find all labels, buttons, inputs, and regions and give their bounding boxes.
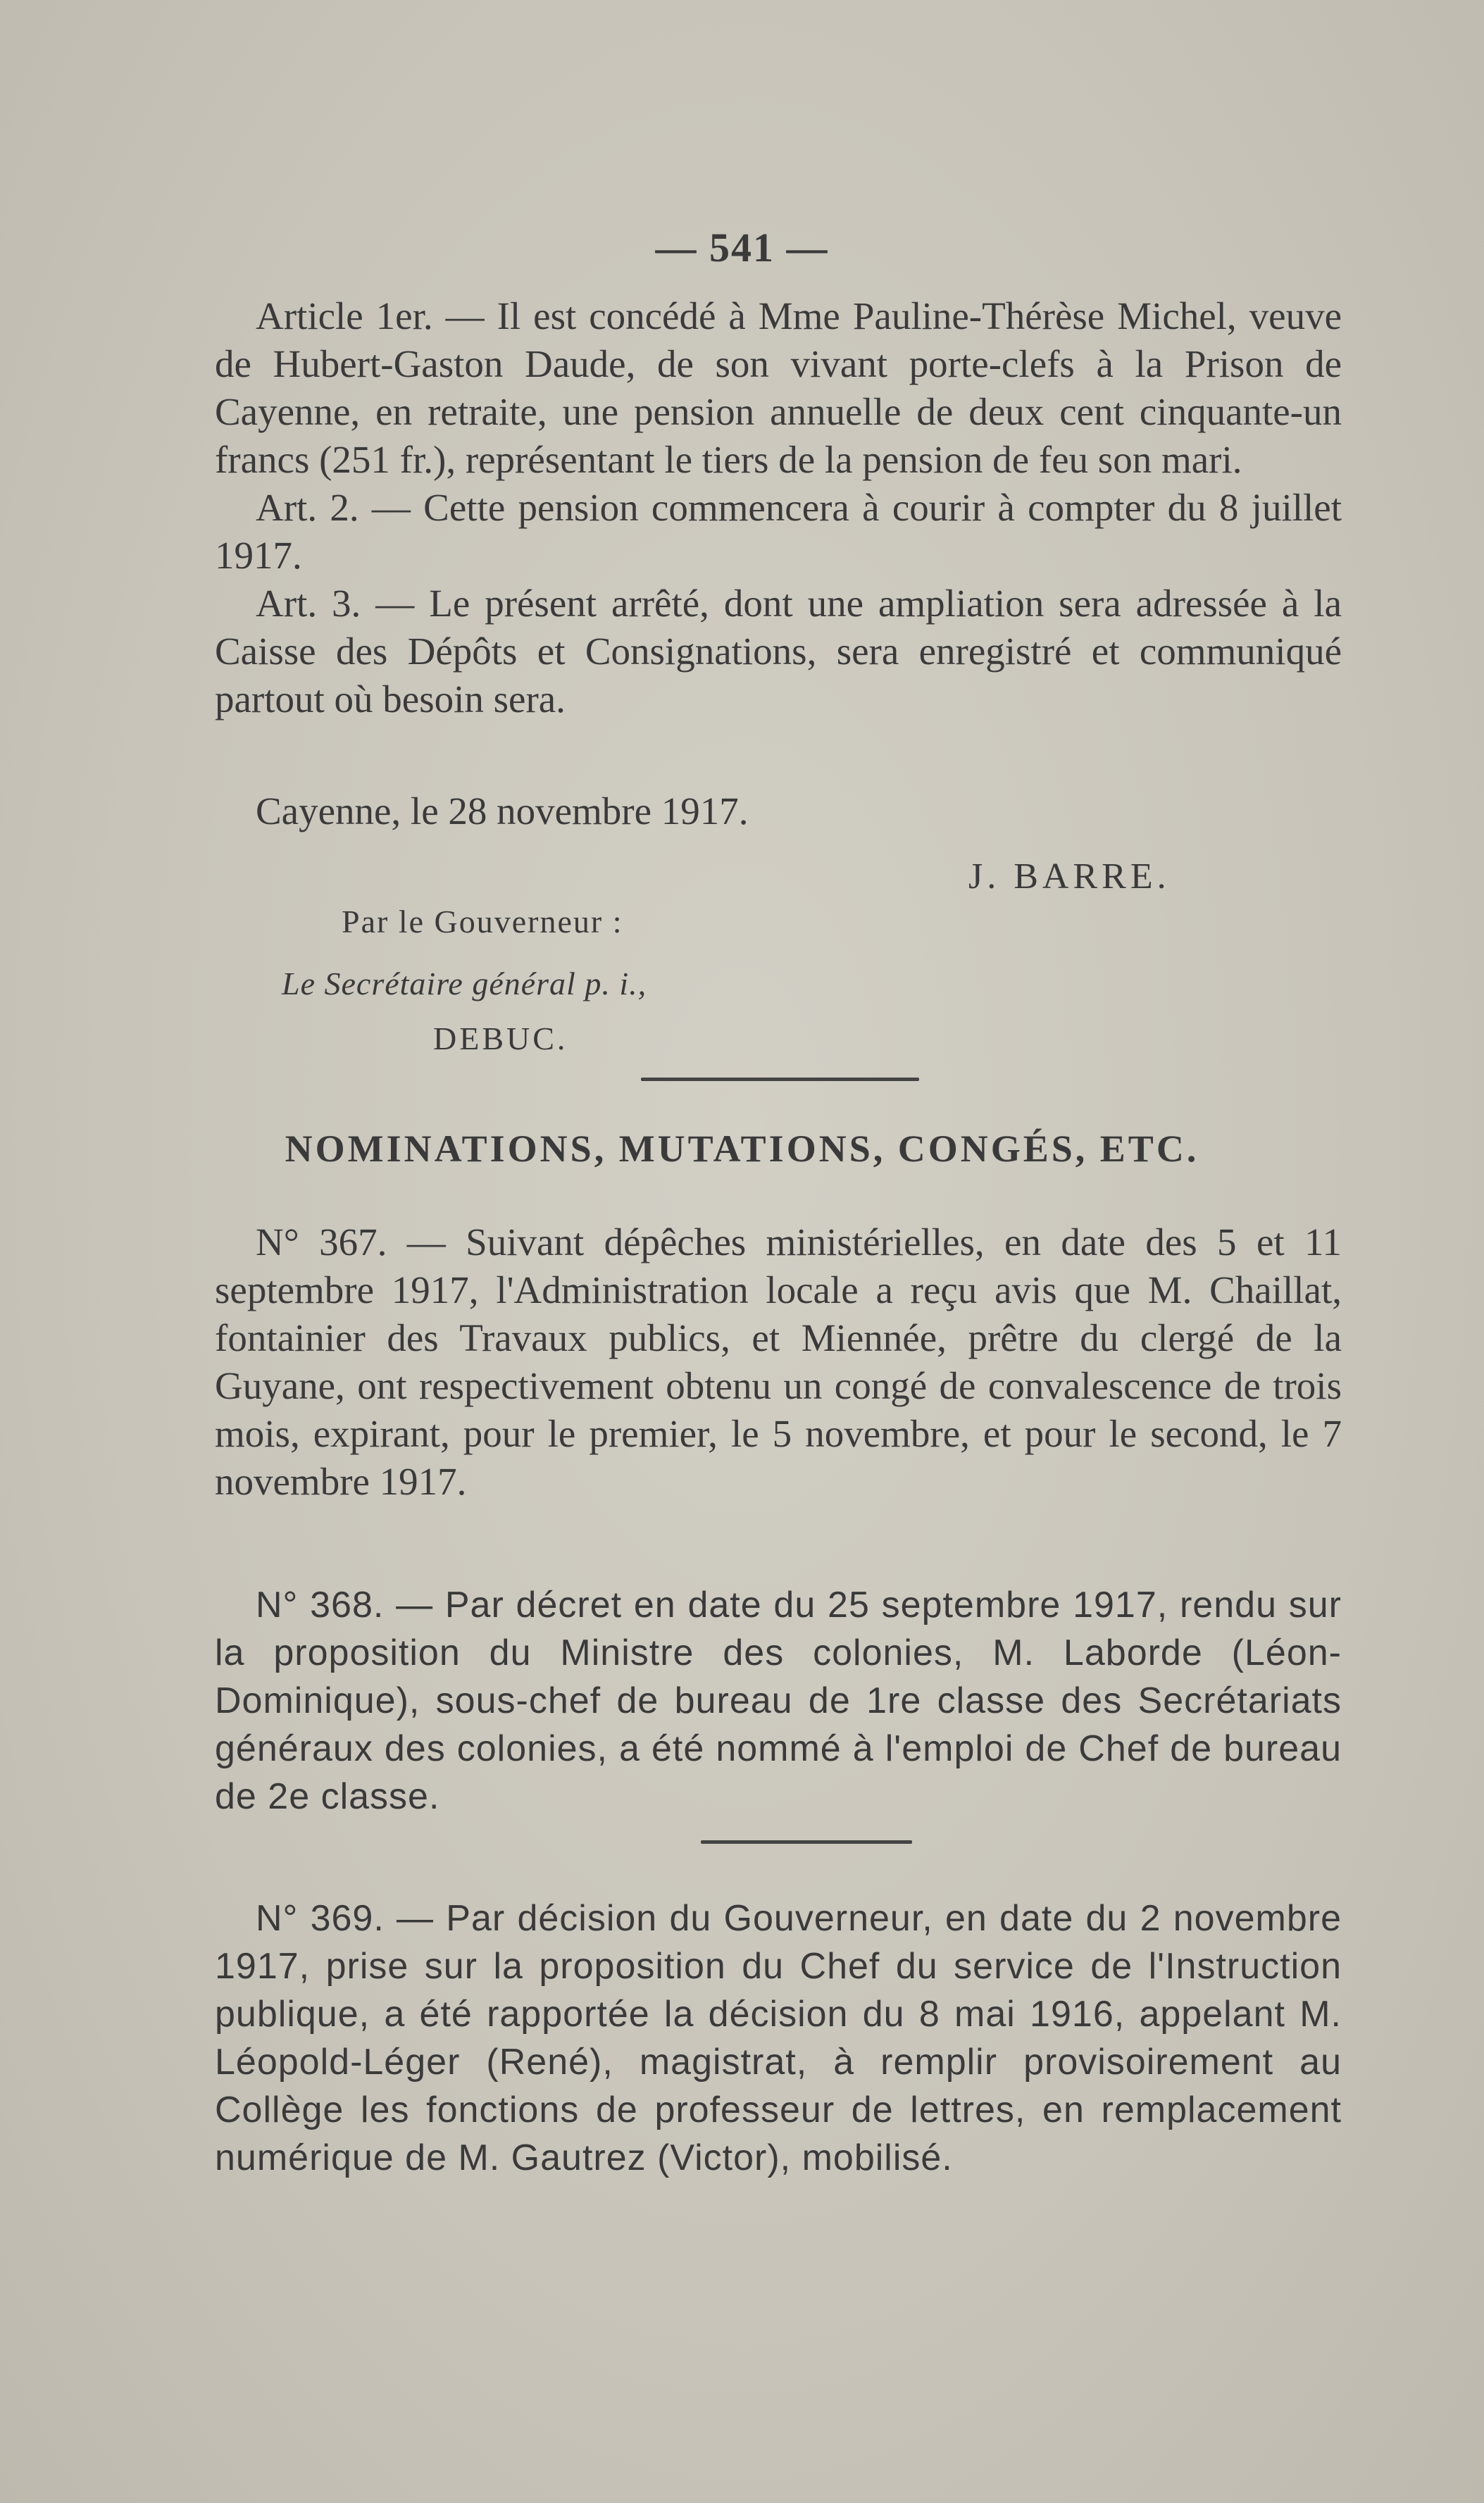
entry-369-text: N° 369. — Par décision du Gouverneur, en date du 2 novembre 1917, prise sur la proposition du Chef du service de l'Instruction publique, a été rapportée la décision du 8 mai 1916, appelant M. Léopold-Léger (René), magistrat, à remplir provisoirement au Collège les fonctions de professeur de lettres, en remplacement numérique de M. Gautrez (Victor), mobilisé. — [215, 1898, 1342, 2178]
secretary-name: DEBUC. — [433, 1020, 568, 1056]
entry-divider — [701, 1840, 912, 1844]
entry-368 — [215, 1581, 1342, 1821]
secretary-title: Le Secrétaire général p. i., — [282, 966, 647, 1001]
articles-block — [215, 292, 1342, 723]
article-1-text: Article 1er. — Il est concédé à Mme Pauline-Thérèse Michel, veuve de Hubert-Gaston Daude, de son vivant porte-clefs à la Prison de Cayenne, en retraite, une pension annuelle de deux cent cinquante-un francs (251 fr.), représentant le tiers de la pension de feu son mari. — [215, 294, 1342, 481]
entry-367-text: N° 367. — Suivant dépêches ministérielles, en date des 5 et 11 septembre 1917, l'Administration locale a reçu avis que M. Chaillat, fontainier des Travaux publics, et Miennée, prêtre du clergé de la Guyane, ont respectivement obtenu un congé de convalescence de trois mois, expirant, pour le premier, le 5 novembre, et pour le second, le 7 novembre 1917. — [215, 1221, 1342, 1503]
entry-369 — [215, 1895, 1342, 2182]
article-2-text: Art. 2. — Cette pension commencera à courir à compter du 8 juillet 1917. — [215, 486, 1342, 577]
section-divider — [641, 1078, 919, 1081]
entry-367 — [215, 1218, 1342, 1506]
signature: J. BARRE. — [968, 856, 1171, 897]
place-date: Cayenne, le 28 novembre 1917. — [256, 789, 749, 832]
page-number: — 541 — — [655, 225, 829, 270]
article-3-text: Art. 3. — Le présent arrêté, dont une ampliation sera adressée à la Caisse des Dépôts et Consignations, sera enregistré et communiqué partout où besoin sera. — [215, 582, 1342, 720]
by-governor-line: Par le Gouverneur : — [342, 904, 623, 940]
entry-368-text: N° 368. — Par décret en date du 25 septembre 1917, rendu sur la proposition du Ministre des colonies, M. Laborde (Léon-Dominique), sous-chef de bureau de 1re classe des Secrétariats généraux des colonies, a été nommé à l'emploi de Chef de bureau de 2e classe. — [215, 1585, 1342, 1817]
section-heading: NOMINATIONS, MUTATIONS, CONGÉS, ETC. — [285, 1128, 1199, 1170]
